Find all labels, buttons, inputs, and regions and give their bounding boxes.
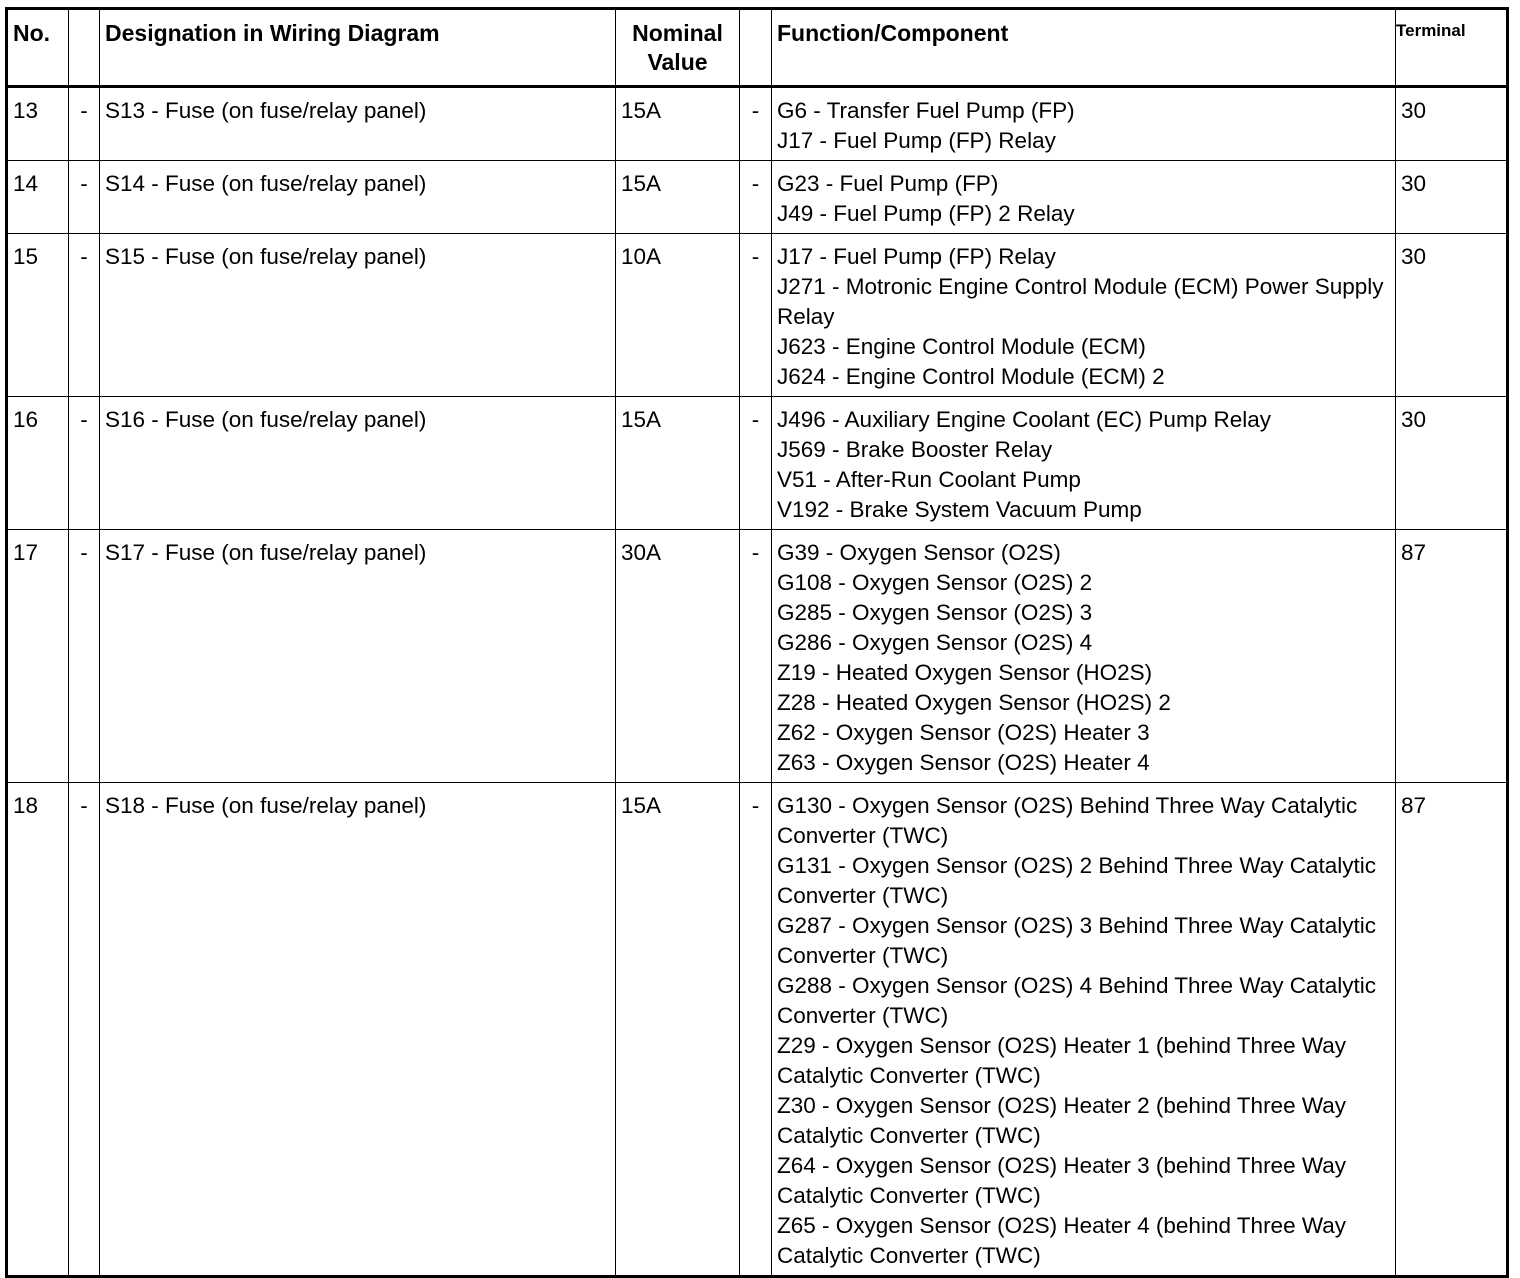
cell-no: 13 (7, 87, 69, 161)
function-component-item: J271 - Motronic Engine Control Module (ECM) Power Supply Relay (777, 274, 1384, 329)
function-component-item: V51 - After-Run Coolant Pump (777, 467, 1081, 492)
function-component-item: J623 - Engine Control Module (ECM) (777, 334, 1146, 359)
cell-no: 14 (7, 161, 69, 234)
table-body (7, 87, 1508, 1277)
function-component-item: G288 - Oxygen Sensor (O2S) 4 Behind Three Way Catalytic Converter (TWC) (777, 973, 1377, 1028)
function-component-item: J569 - Brake Booster Relay (777, 437, 1053, 462)
cell-no: 15 (7, 234, 69, 397)
function-component-item: Z65 - Oxygen Sensor (O2S) Heater 4 (behind Three Way Catalytic Converter (TWC) (777, 1213, 1347, 1268)
cell-nominal-value: 30A (616, 530, 740, 783)
cell-designation: S13 - Fuse (on fuse/relay panel) (100, 87, 616, 161)
cell-no: 18 (7, 783, 69, 1277)
cell-terminal: 87 (1396, 530, 1508, 783)
function-component-item: J17 - Fuel Pump (FP) Relay (777, 128, 1056, 153)
function-component-item: Z64 - Oxygen Sensor (O2S) Heater 3 (behind Three Way Catalytic Converter (TWC) (777, 1153, 1347, 1208)
cell-dash: - (740, 87, 772, 161)
header-nominal-value (616, 9, 740, 87)
cell-dash: - (69, 161, 100, 234)
cell-no: 16 (7, 397, 69, 530)
function-component-item: G6 - Transfer Fuel Pump (FP) (777, 98, 1075, 123)
function-component-item: V192 - Brake System Vacuum Pump (777, 497, 1142, 522)
header-spacer (740, 9, 772, 87)
cell-nominal-value: 10A (616, 234, 740, 397)
header-function: Function/Component (772, 9, 1396, 87)
function-component-item: G131 - Oxygen Sensor (O2S) 2 Behind Three Way Catalytic Converter (TWC) (777, 853, 1377, 908)
function-component-item: J624 - Engine Control Module (ECM) 2 (777, 364, 1165, 389)
cell-designation: S18 - Fuse (on fuse/relay panel) (100, 783, 616, 1277)
header-no: No. (7, 9, 69, 87)
cell-function (772, 530, 1396, 783)
table-row (7, 397, 1508, 530)
cell-terminal: 87 (1396, 783, 1508, 1277)
cell-function (772, 397, 1396, 530)
header-nominal-line2: Value (647, 49, 708, 75)
table-row (7, 530, 1508, 783)
cell-dash: - (740, 783, 772, 1277)
function-component-item: J496 - Auxiliary Engine Coolant (EC) Pump Relay (777, 407, 1271, 432)
cell-dash: - (69, 397, 100, 530)
header-nominal-line1: Nominal (632, 20, 723, 46)
function-component-item: Z63 - Oxygen Sensor (O2S) Heater 4 (777, 750, 1150, 775)
cell-designation: S16 - Fuse (on fuse/relay panel) (100, 397, 616, 530)
function-component-item: G130 - Oxygen Sensor (O2S) Behind Three Way Catalytic Converter (TWC) (777, 793, 1358, 848)
cell-designation: S14 - Fuse (on fuse/relay panel) (100, 161, 616, 234)
cell-terminal: 30 (1396, 397, 1508, 530)
cell-nominal-value: 15A (616, 87, 740, 161)
cell-dash: - (740, 161, 772, 234)
header-row (7, 9, 1508, 87)
table-header (7, 9, 1508, 87)
function-component-item: G285 - Oxygen Sensor (O2S) 3 (777, 600, 1093, 625)
fuse-table (5, 7, 1509, 1278)
table-row (7, 87, 1508, 161)
function-component-item: G39 - Oxygen Sensor (O2S) (777, 540, 1061, 565)
cell-function (772, 783, 1396, 1277)
header-designation: Designation in Wiring Diagram (100, 9, 616, 87)
function-component-item: J49 - Fuel Pump (FP) 2 Relay (777, 201, 1075, 226)
table-row (7, 234, 1508, 397)
cell-dash: - (69, 234, 100, 397)
cell-no: 17 (7, 530, 69, 783)
function-component-item: G23 - Fuel Pump (FP) (777, 171, 999, 196)
cell-designation: S15 - Fuse (on fuse/relay panel) (100, 234, 616, 397)
cell-designation: S17 - Fuse (on fuse/relay panel) (100, 530, 616, 783)
header-terminal: Terminal (1396, 9, 1508, 87)
table-row (7, 783, 1508, 1277)
function-component-item: Z19 - Heated Oxygen Sensor (HO2S) (777, 660, 1153, 685)
cell-dash: - (740, 234, 772, 397)
header-spacer (69, 9, 100, 87)
cell-dash: - (69, 783, 100, 1277)
cell-function (772, 161, 1396, 234)
cell-terminal: 30 (1396, 87, 1508, 161)
cell-dash: - (740, 397, 772, 530)
function-component-item: J17 - Fuel Pump (FP) Relay (777, 244, 1056, 269)
function-component-item: Z62 - Oxygen Sensor (O2S) Heater 3 (777, 720, 1150, 745)
table-row (7, 161, 1508, 234)
function-component-item: Z28 - Heated Oxygen Sensor (HO2S) 2 (777, 690, 1171, 715)
cell-dash: - (740, 530, 772, 783)
function-component-item: Z30 - Oxygen Sensor (O2S) Heater 2 (behind Three Way Catalytic Converter (TWC) (777, 1093, 1347, 1148)
function-component-item: Z29 - Oxygen Sensor (O2S) Heater 1 (behind Three Way Catalytic Converter (TWC) (777, 1033, 1347, 1088)
function-component-item: G108 - Oxygen Sensor (O2S) 2 (777, 570, 1093, 595)
cell-terminal: 30 (1396, 161, 1508, 234)
cell-nominal-value: 15A (616, 783, 740, 1277)
cell-nominal-value: 15A (616, 161, 740, 234)
cell-dash: - (69, 530, 100, 783)
cell-terminal: 30 (1396, 234, 1508, 397)
cell-nominal-value: 15A (616, 397, 740, 530)
cell-dash: - (69, 87, 100, 161)
function-component-item: G286 - Oxygen Sensor (O2S) 4 (777, 630, 1093, 655)
function-component-item: G287 - Oxygen Sensor (O2S) 3 Behind Three Way Catalytic Converter (TWC) (777, 913, 1377, 968)
cell-function (772, 87, 1396, 161)
cell-function (772, 234, 1396, 397)
